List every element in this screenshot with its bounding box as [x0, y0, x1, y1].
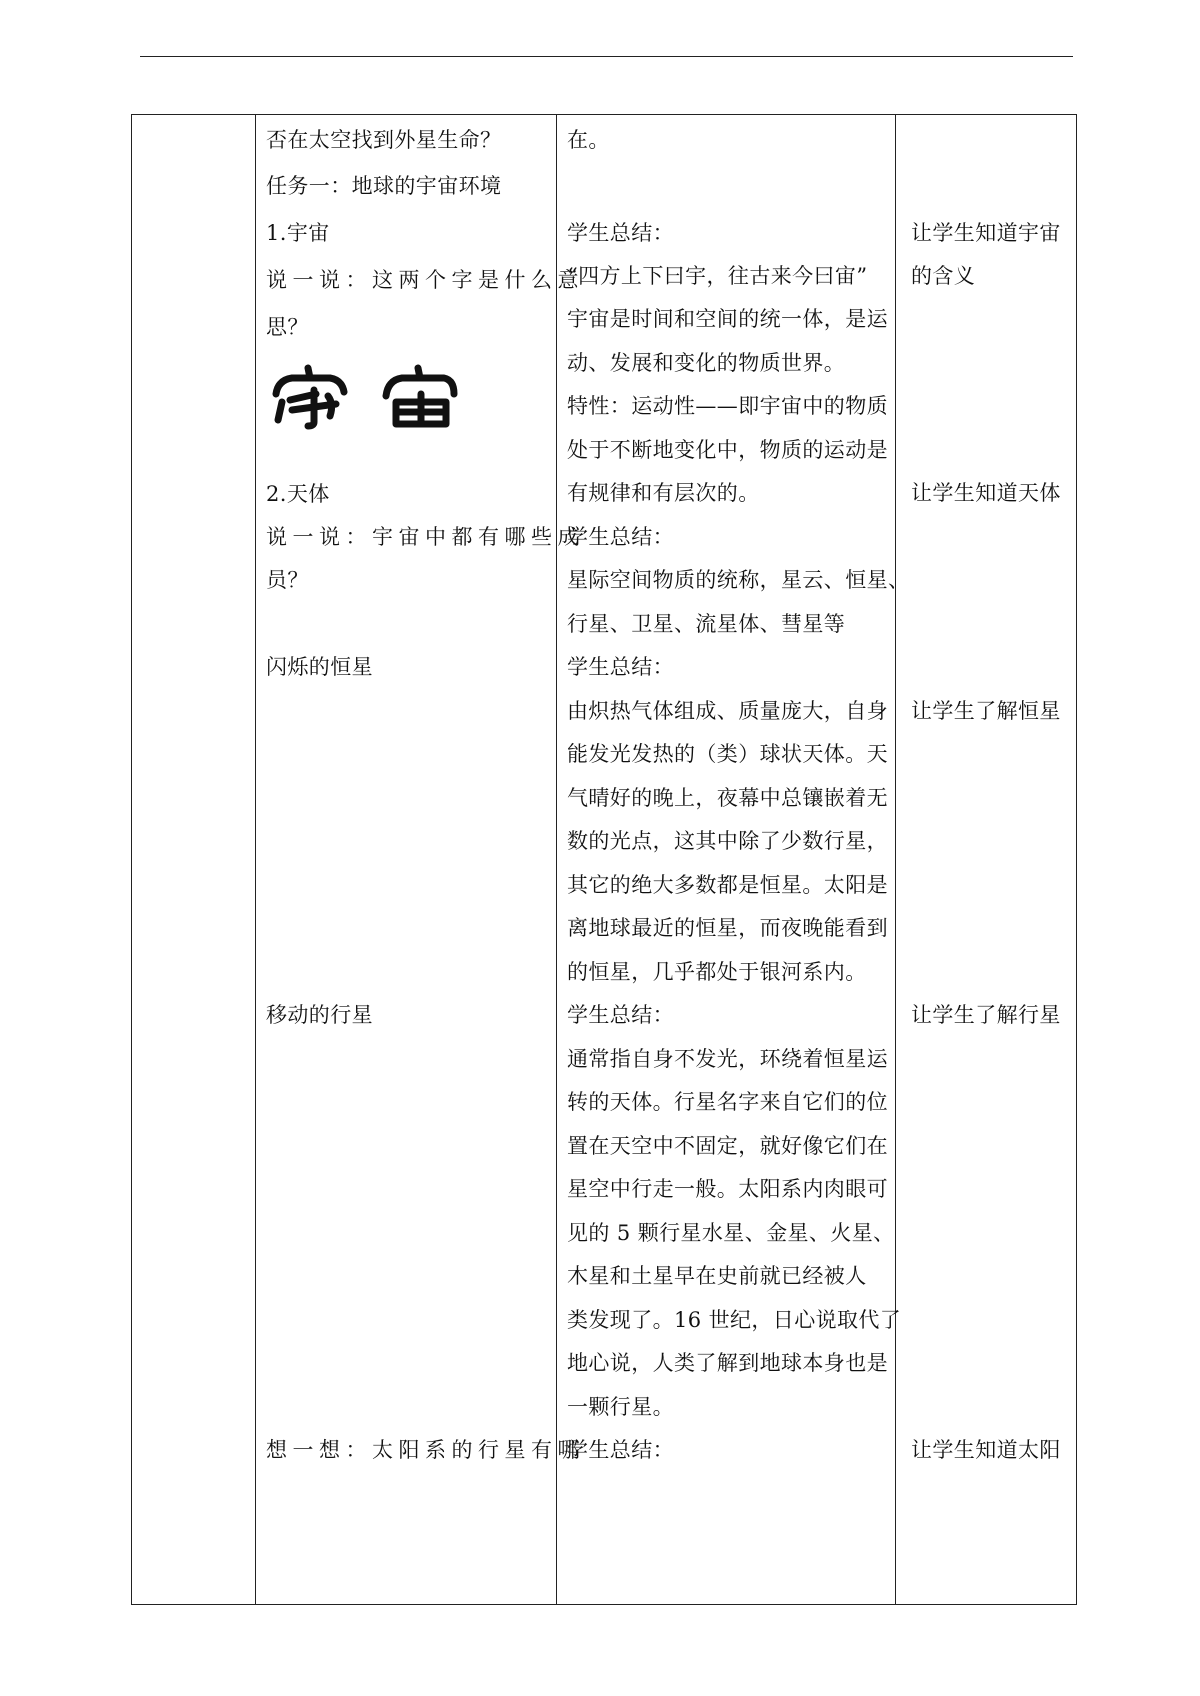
teacher-activity-line: 说一说：这两个字是什么意: [266, 268, 584, 292]
student-activity-line: 的恒星，几乎都处于银河系内。: [567, 960, 867, 984]
student-summary-label: 学生总结：: [567, 1438, 674, 1462]
student-activity-line: 能发光发热的（类）球状天体。天: [567, 742, 888, 766]
student-activity-line: 在。: [567, 128, 610, 152]
column-divider-1: [255, 114, 256, 1605]
task-heading: 任务一：地球的宇宙环境: [266, 174, 502, 198]
student-activity-line: 置在天空中不固定，就好像它们在: [567, 1134, 888, 1158]
student-activity-line: 特性：运动性——即宇宙中的物质: [567, 394, 888, 418]
table-top-border: [131, 114, 1077, 115]
teacher-activity-line: 说一说：宇宙中都有哪些成: [266, 525, 584, 549]
teacher-activity-line: 思？: [266, 315, 309, 339]
student-activity-line: 动、发展和变化的物质世界。: [567, 351, 846, 375]
student-activity-line: 见的 5 颗行星水星、金星、火星、: [567, 1221, 895, 1245]
student-activity-line: 星际空间物质的统称，星云、恒星、: [567, 568, 910, 592]
teacher-activity-line: 想一想：太阳系的行星有哪: [266, 1438, 584, 1462]
table-left-border: [131, 114, 132, 1605]
header-rule: [140, 56, 1073, 57]
student-activity-line: 气晴好的晚上，夜幕中总镶嵌着无: [567, 786, 888, 810]
student-activity-line: 处于不断地变化中，物质的运动是: [567, 438, 888, 462]
student-activity-line: 由炽热气体组成、质量庞大，自身: [567, 699, 888, 723]
student-activity-line: 其它的绝大多数都是恒星。太阳是: [567, 873, 888, 897]
seal-script-characters-image: [268, 360, 483, 430]
student-summary-label: 学生总结：: [567, 221, 674, 245]
subheading-stars: 闪烁的恒星: [266, 655, 373, 679]
teacher-activity-line: 员？: [266, 568, 309, 592]
table-bottom-border: [131, 1604, 1077, 1605]
section-heading-universe: 1.宇宙: [266, 221, 330, 245]
student-activity-line: 数的光点，这其中除了少数行星，: [567, 829, 888, 853]
design-intent-line: 的含义: [911, 264, 976, 288]
design-intent-line: 让学生知道宇宙: [911, 221, 1061, 245]
section-heading-celestial-bodies: 2.天体: [266, 482, 330, 506]
column-divider-3: [895, 114, 896, 1605]
student-activity-line: 通常指自身不发光，环绕着恒星运: [567, 1047, 888, 1071]
student-activity-line: 木星和土星早在史前就已经被人: [567, 1264, 867, 1288]
design-intent-line: 让学生了解行星: [911, 1003, 1061, 1027]
student-activity-line: 类发现了。16 世纪，日心说取代了: [567, 1308, 902, 1332]
student-activity-line: 星空中行走一般。太阳系内肉眼可: [567, 1177, 888, 1201]
column-divider-2: [556, 114, 557, 1605]
subheading-planets: 移动的行星: [266, 1003, 373, 1027]
student-summary-label: 学生总结：: [567, 655, 674, 679]
student-activity-line: 行星、卫星、流星体、彗星等: [567, 612, 846, 636]
student-activity-line: 一颗行星。: [567, 1395, 674, 1419]
design-intent-line: 让学生了解恒星: [911, 699, 1061, 723]
student-activity-line: 转的天体。行星名字来自它们的位: [567, 1090, 888, 1114]
teacher-activity-line: 否在太空找到外星生命？: [266, 128, 502, 152]
student-activity-line: “四方上下曰宇，往古来今曰宙”: [567, 264, 868, 288]
design-intent-line: 让学生知道天体: [911, 481, 1061, 505]
table-right-border: [1076, 114, 1077, 1605]
student-summary-label: 学生总结：: [567, 525, 674, 549]
lesson-table: [131, 114, 1077, 1605]
student-summary-label: 学生总结：: [567, 1003, 674, 1027]
student-activity-line: 离地球最近的恒星，而夜晚能看到: [567, 916, 888, 940]
student-activity-line: 地心说，人类了解到地球本身也是: [567, 1351, 888, 1375]
design-intent-line: 让学生知道太阳: [911, 1438, 1061, 1462]
student-activity-line: 有规律和有层次的。: [567, 481, 760, 505]
student-activity-line: 宇宙是时间和空间的统一体，是运: [567, 307, 888, 331]
